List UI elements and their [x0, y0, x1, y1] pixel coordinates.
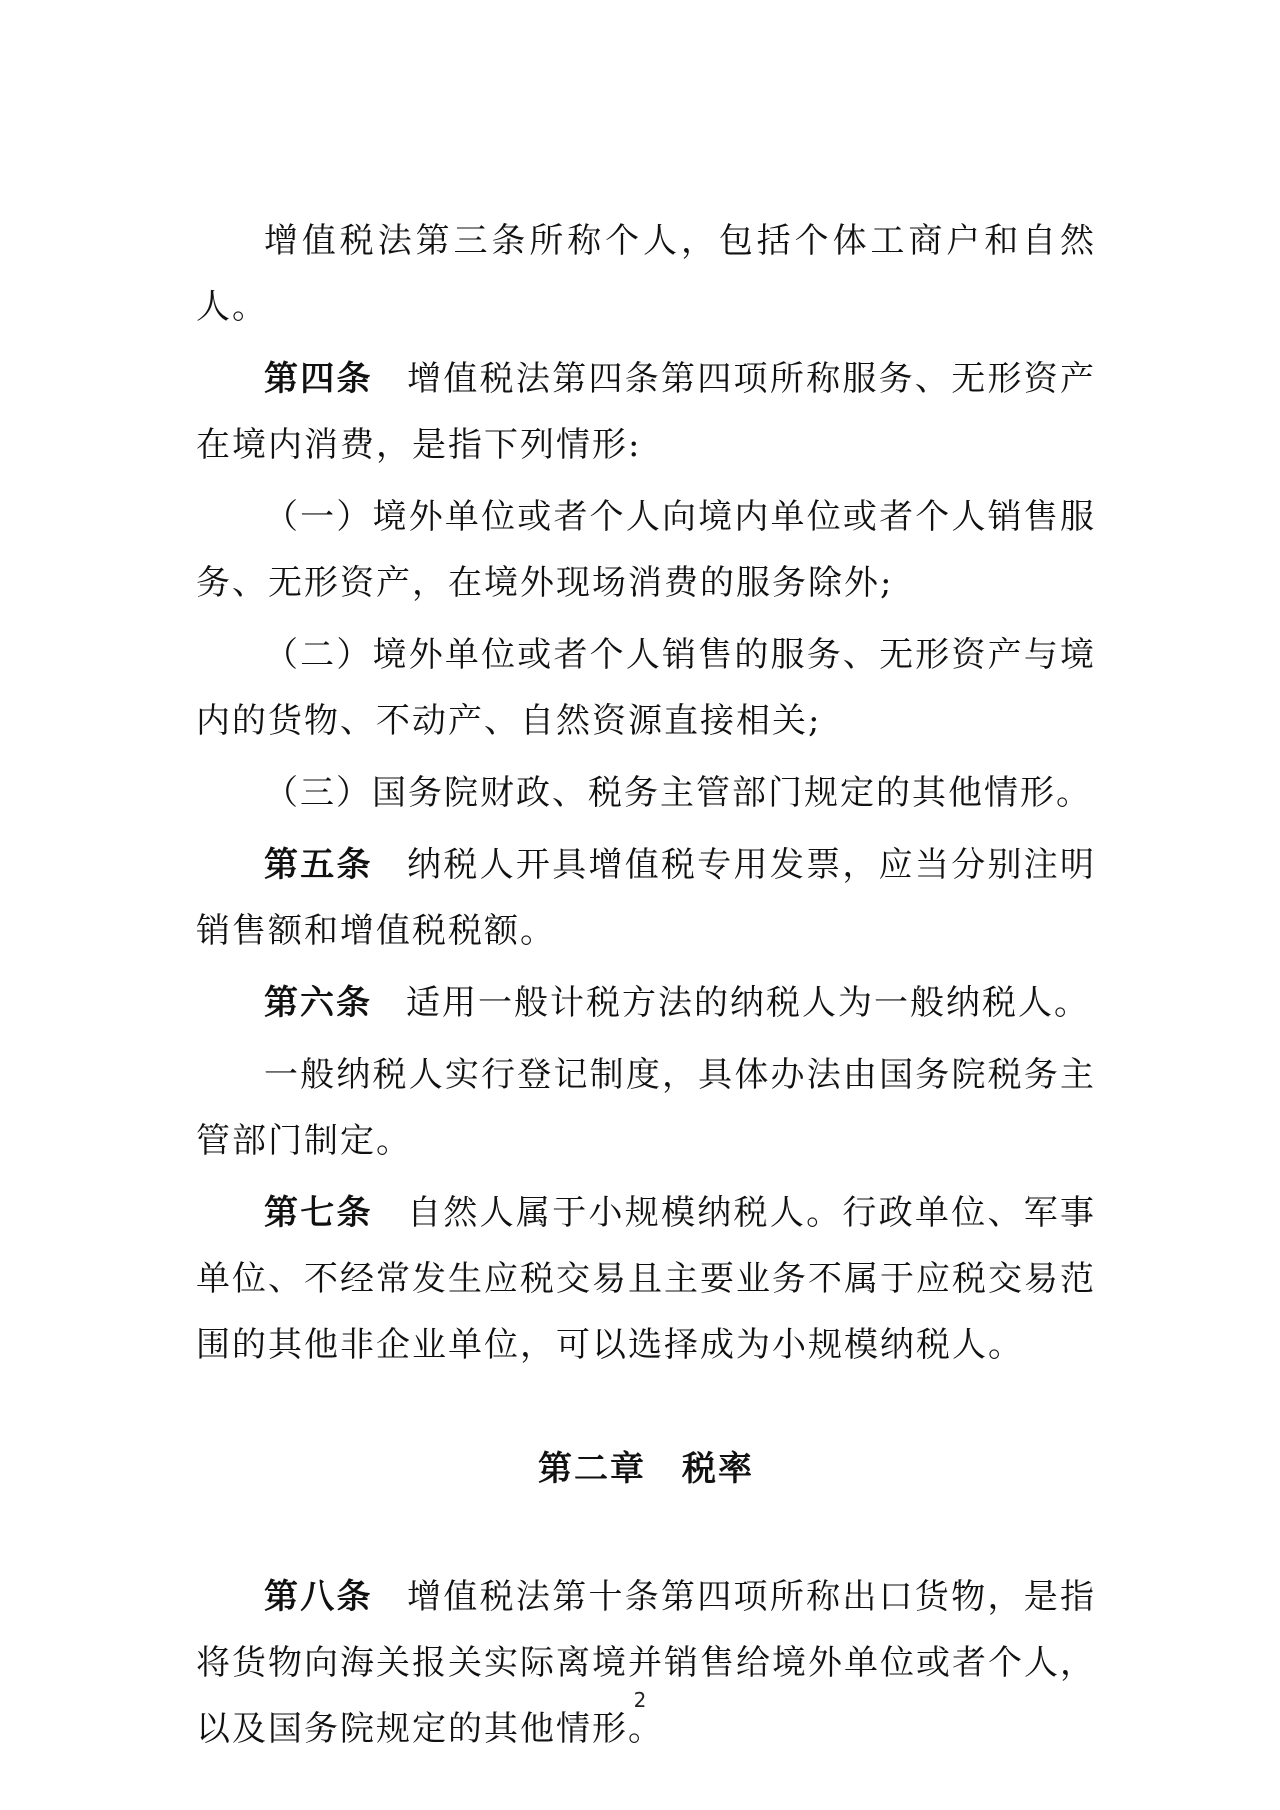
- document-body: [196, 208, 1096, 1762]
- article-6: [196, 970, 1096, 1036]
- article-label: 第四条: [264, 359, 373, 399]
- page-number: 2: [633, 1688, 647, 1712]
- article-4-item-2: [196, 622, 1096, 754]
- paragraph-text: 自然人属于小规模纳税人。行政单位、军事单位、不经常发生应税交易且主要业务不属于应税交易范围的其他非企业单位，可以选择成为小规模纳税人。: [196, 1193, 1097, 1365]
- paragraph-text: 增值税法第四条第四项所称服务、无形资产在境内消费，是指下列情形:: [196, 359, 1097, 465]
- paragraph-text: 纳税人开具增值税专用发票，应当分别注明销售额和增值税税额。: [196, 845, 1097, 951]
- chapter-heading: 第二章 税率: [538, 1449, 754, 1489]
- paragraph-text: 增值税法第十条第四项所称出口货物，是指将货物向海关报关实际离境并销售给境外单位或者个人，以及国务院规定的其他情形。: [196, 1577, 1097, 1749]
- article-6-paragraph-2: [196, 1042, 1096, 1174]
- article-label: 第八条: [264, 1577, 373, 1617]
- article-4-item-3: [196, 760, 1096, 826]
- article-label: 第六条: [264, 983, 372, 1023]
- paragraph-text: （一）境外单位或者个人向境内单位或者个人销售服务、无形资产，在境外现场消费的服务除外;: [196, 497, 1096, 603]
- article-label: 第五条: [264, 845, 373, 885]
- paragraph-text: （二）境外单位或者个人销售的服务、无形资产与境内的货物、不动产、自然资源直接相关;: [196, 635, 1096, 741]
- article-4: [196, 346, 1096, 478]
- paragraph-text: 适用一般计税方法的纳税人为一般纳税人。: [406, 983, 1090, 1023]
- article-7: [196, 1180, 1096, 1378]
- article-8: [196, 1564, 1096, 1762]
- article-label: 第七条: [264, 1193, 373, 1233]
- paragraph-text: （三）国务院财政、税务主管部门规定的其他情形。: [264, 773, 1092, 813]
- article-5: [196, 832, 1096, 964]
- paragraph-individual-definition: [196, 208, 1096, 340]
- paragraph-text: 一般纳税人实行登记制度，具体办法由国务院税务主管部门制定。: [196, 1055, 1096, 1161]
- article-4-item-1: [196, 484, 1096, 616]
- paragraph-text: 增值税法第三条所称个人，包括个体工商户和自然人。: [196, 221, 1096, 327]
